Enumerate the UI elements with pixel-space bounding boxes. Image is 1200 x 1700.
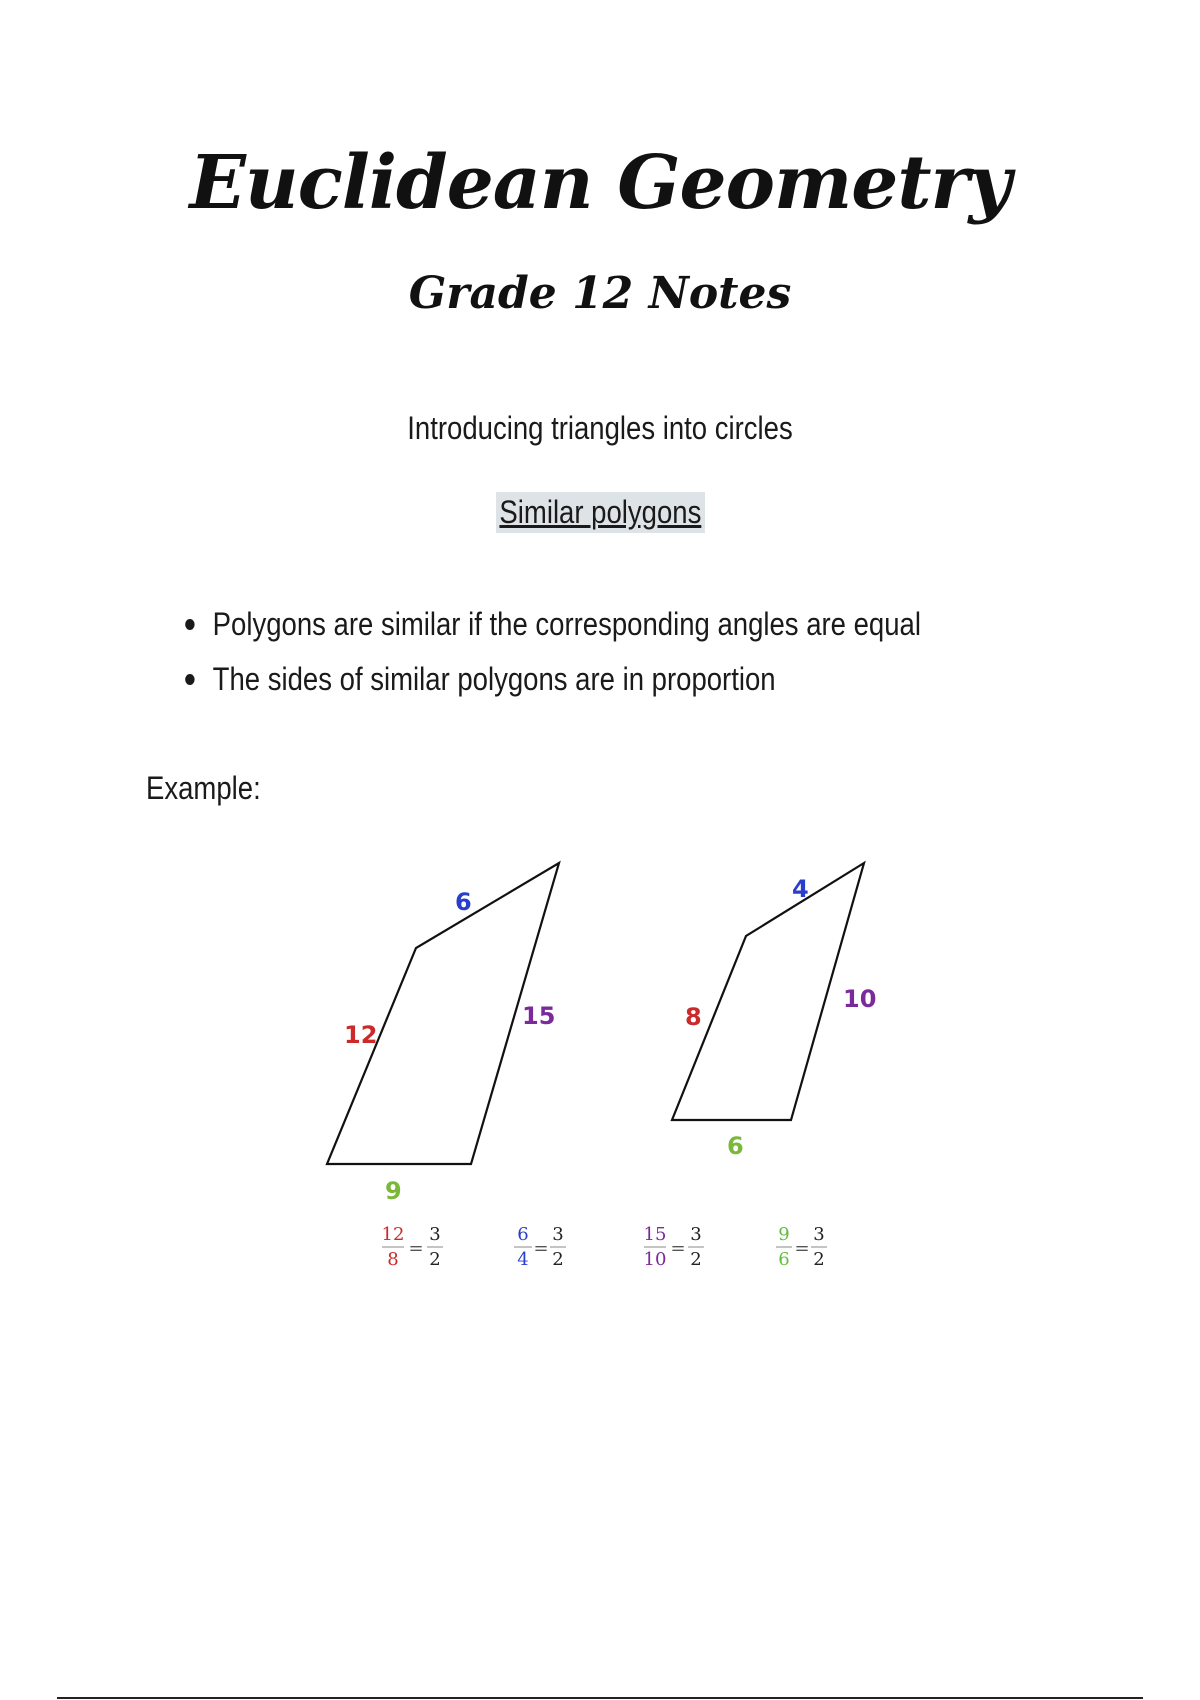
example-label: Example: bbox=[146, 770, 261, 806]
footer-rule bbox=[57, 1697, 1143, 1699]
ratio-equation bbox=[514, 1224, 566, 1270]
equals-sign: = bbox=[670, 1238, 686, 1259]
ratio-numerator: 9 bbox=[778, 1224, 790, 1245]
ratio-result-denominator: 2 bbox=[552, 1249, 564, 1270]
bullet-text: The sides of similar polygons are in proportion bbox=[212, 661, 776, 697]
ratio-numerator: 12 bbox=[381, 1224, 405, 1245]
ratio-denominator: 6 bbox=[778, 1249, 790, 1270]
bullet-text: Polygons are similar if the corresponding angles are equal bbox=[212, 606, 921, 642]
ratio-numerator: 6 bbox=[517, 1224, 529, 1245]
ratio-result-numerator: 3 bbox=[813, 1224, 825, 1245]
intro-text: Introducing triangles into circles bbox=[407, 410, 793, 446]
ratio-equation bbox=[382, 1224, 443, 1270]
equals-sign: = bbox=[794, 1238, 810, 1259]
ratio-result-denominator: 2 bbox=[690, 1249, 702, 1270]
large-side-left-label: 12 bbox=[344, 1021, 378, 1049]
small-side-left-label: 8 bbox=[685, 1003, 702, 1031]
ratio-equation bbox=[644, 1224, 704, 1270]
small-side-right-label: 10 bbox=[843, 985, 877, 1013]
page-subtitle: Grade 12 Notes bbox=[408, 268, 792, 319]
large-side-top-label: 6 bbox=[455, 888, 472, 916]
ratio-denominator: 8 bbox=[387, 1249, 399, 1270]
ratio-denominator: 10 bbox=[643, 1249, 667, 1270]
ratio-denominator: 4 bbox=[517, 1249, 529, 1270]
small-polygon bbox=[672, 863, 864, 1120]
ratio-equation bbox=[776, 1224, 827, 1270]
ratio-result-numerator: 3 bbox=[690, 1224, 702, 1245]
small-side-bottom-label: 6 bbox=[727, 1132, 744, 1160]
equals-sign: = bbox=[533, 1238, 549, 1259]
large-side-bottom-label: 9 bbox=[385, 1177, 402, 1205]
ratio-result-denominator: 2 bbox=[813, 1249, 825, 1270]
ratio-result-numerator: 3 bbox=[429, 1224, 441, 1245]
section-heading: Similar polygons bbox=[496, 492, 705, 533]
ratio-result-denominator: 2 bbox=[429, 1249, 441, 1270]
ratio-result-numerator: 3 bbox=[552, 1224, 564, 1245]
ratio-numerator: 15 bbox=[643, 1224, 667, 1245]
equals-sign: = bbox=[408, 1238, 424, 1259]
small-side-top-label: 4 bbox=[792, 875, 809, 903]
large-side-right-label: 15 bbox=[522, 1002, 556, 1030]
page-title: Euclidean Geometry bbox=[189, 140, 1011, 226]
